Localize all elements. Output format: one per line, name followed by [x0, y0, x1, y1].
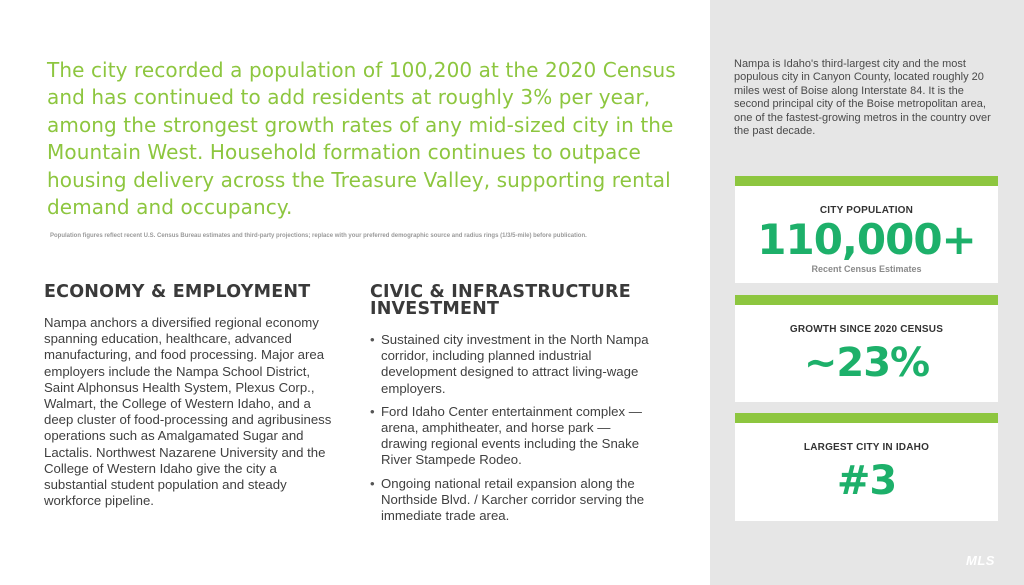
stat-card-growth: [735, 295, 998, 402]
stat-card-rank: [735, 413, 998, 521]
stat-label: LARGEST CITY IN IDAHO: [803, 442, 930, 453]
mls-watermark: MLS: [966, 553, 995, 568]
economy-section: [44, 284, 334, 509]
civic-section: [370, 284, 660, 531]
economy-body: Nampa anchors a diversified regional economy spanning education, healthcare, advanced manufacturing, and food processing. Major area employers include the Nampa School District, Saint Alphonsus Health System, Plexus Corp., Walmart, the College of Western Idaho, and a deep cluster of food-processing and agribusiness operations such as Amalgamated Sugar and Lactalis. Northwest Nazarene University and the College of Western Idaho give the city a substantial student population and steady workforce pipeline.: [44, 315, 332, 509]
stat-label: GROWTH SINCE 2020 CENSUS: [789, 324, 944, 335]
footnote: Population figures reflect recent U.S. Census Bureau estimates and third-party projections; replace with your preferred demographic source and radius rings (1/3/5-mile) before publication.: [50, 233, 587, 239]
stat-subtitle: Recent Census Estimates: [811, 264, 922, 274]
stat-value: 110,000+: [757, 215, 976, 264]
stat-label: CITY POPULATION: [819, 205, 914, 216]
stat-value: #3: [836, 458, 897, 504]
sidebar-intro: Nampa is Idaho's third-largest city and the most populous city in Canyon County, located roughly 20 miles west of Boise along Interstate 84. It is the second principal city of the Boise metropolitan area, one of the fastest-growing metros in the country over the past decade.: [734, 58, 991, 138]
civic-bullet: • Sustained city investment in the North Nampa corridor, including planned industrial development designed to attract living-wage employers.: [370, 332, 660, 397]
civic-bullet: • Ongoing national retail expansion along the Northside Blvd. / Karcher corridor serving the immediate trade area.: [370, 476, 660, 525]
civic-bullet-list: [370, 332, 660, 524]
sidebar: [710, 0, 1024, 585]
civic-heading: CIVIC & INFRASTRUCTURE INVESTMENT: [370, 282, 631, 319]
stat-value: ~23%: [803, 340, 930, 386]
lead-paragraph: The city recorded a population of 100,200 at the 2020 Census and has continued to add residents at roughly 3% per year, among the strongest growth rates of any mid-sized city in the Mountain West. Household formation continues to outpace housing delivery across the Treasure Valley, supporting rental demand and occupancy.: [47, 58, 676, 220]
stat-card-population: [735, 176, 998, 283]
civic-bullet: • Ford Idaho Center entertainment complex — arena, amphitheater, and horse park — drawing regional events including the Snake River Stampede Rodeo.: [370, 404, 660, 469]
economy-heading: ECONOMY & EMPLOYMENT: [44, 282, 311, 302]
